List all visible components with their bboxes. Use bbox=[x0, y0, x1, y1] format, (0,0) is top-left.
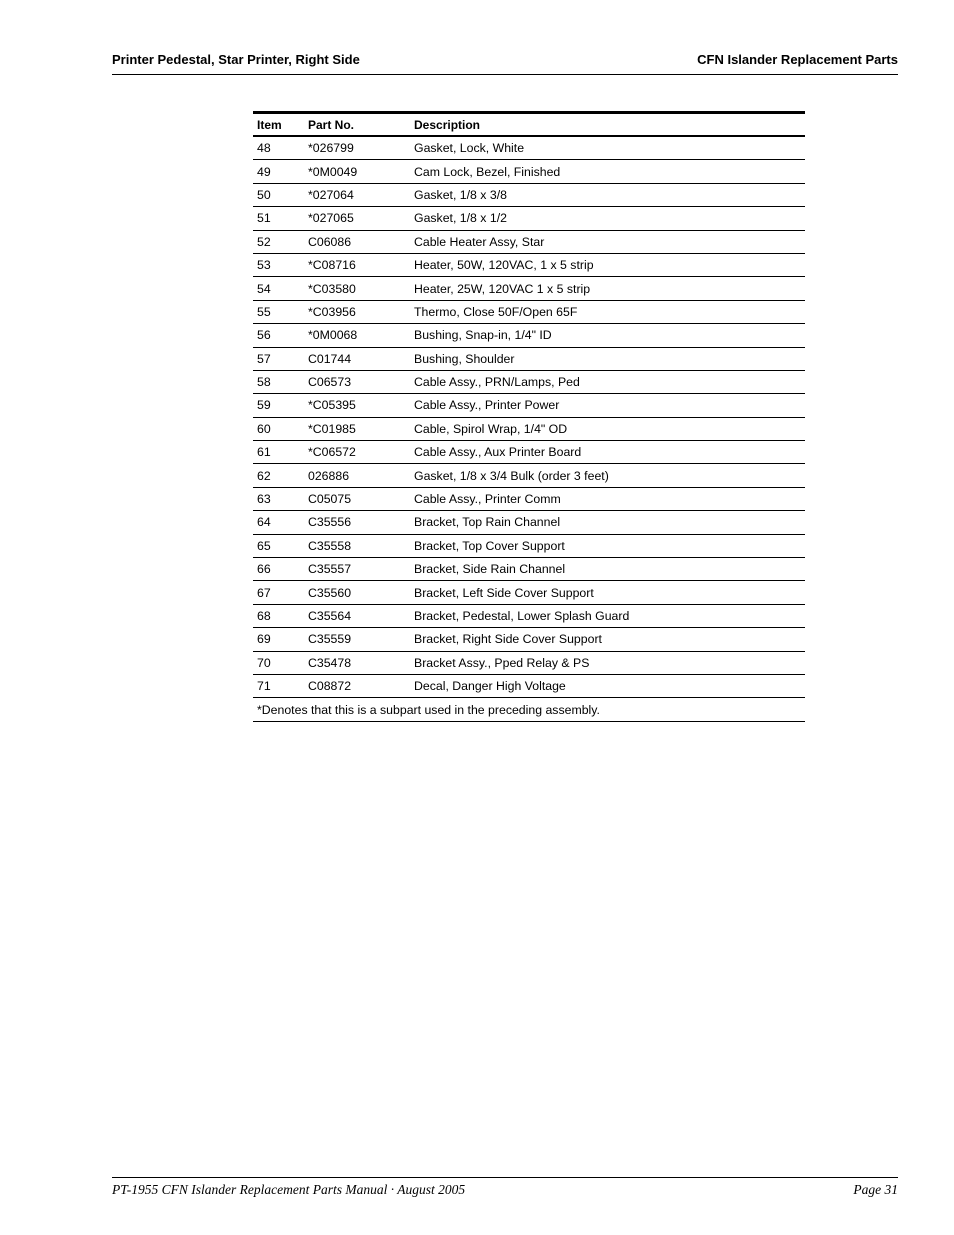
item-number: 50 bbox=[253, 183, 304, 206]
column-header-item: Item bbox=[253, 113, 304, 137]
part-number: C35559 bbox=[304, 628, 410, 651]
item-number: 55 bbox=[253, 300, 304, 323]
part-number: *C05395 bbox=[304, 394, 410, 417]
table-row bbox=[253, 417, 805, 440]
part-number: C08872 bbox=[304, 674, 410, 697]
table-row bbox=[253, 230, 805, 253]
parts-table-body bbox=[253, 136, 805, 698]
part-number: C35557 bbox=[304, 558, 410, 581]
item-number: 64 bbox=[253, 511, 304, 534]
column-header-description: Description bbox=[410, 113, 805, 137]
part-description: Gasket, 1/8 x 3/8 bbox=[410, 183, 805, 206]
table-row bbox=[253, 370, 805, 393]
part-description: Bushing, Snap-in, 1/4" ID bbox=[410, 324, 805, 347]
item-number: 60 bbox=[253, 417, 304, 440]
part-number: 026886 bbox=[304, 464, 410, 487]
item-number: 69 bbox=[253, 628, 304, 651]
item-number: 49 bbox=[253, 160, 304, 183]
part-number: *C08716 bbox=[304, 253, 410, 276]
part-number: C06086 bbox=[304, 230, 410, 253]
item-number: 51 bbox=[253, 207, 304, 230]
part-description: Cable Assy., Printer Power bbox=[410, 394, 805, 417]
item-number: 52 bbox=[253, 230, 304, 253]
part-description: Thermo, Close 50F/Open 65F bbox=[410, 300, 805, 323]
parts-table-foot bbox=[253, 698, 805, 721]
item-number: 63 bbox=[253, 487, 304, 510]
table-row bbox=[253, 441, 805, 464]
part-description: Bushing, Shoulder bbox=[410, 347, 805, 370]
table-row bbox=[253, 300, 805, 323]
item-number: 56 bbox=[253, 324, 304, 347]
part-description: Cable Heater Assy, Star bbox=[410, 230, 805, 253]
table-row bbox=[253, 558, 805, 581]
part-description: Bracket, Top Cover Support bbox=[410, 534, 805, 557]
item-number: 61 bbox=[253, 441, 304, 464]
part-description: Cable Assy., Printer Comm bbox=[410, 487, 805, 510]
table-row bbox=[253, 136, 805, 160]
table-row bbox=[253, 534, 805, 557]
table-row bbox=[253, 160, 805, 183]
part-description: Bracket, Left Side Cover Support bbox=[410, 581, 805, 604]
table-row bbox=[253, 487, 805, 510]
table-row bbox=[253, 183, 805, 206]
parts-table-head bbox=[253, 113, 805, 137]
part-number: *0M0049 bbox=[304, 160, 410, 183]
table-row bbox=[253, 324, 805, 347]
table-row bbox=[253, 604, 805, 627]
part-number: C35558 bbox=[304, 534, 410, 557]
table-row bbox=[253, 207, 805, 230]
part-description: Bracket, Right Side Cover Support bbox=[410, 628, 805, 651]
item-number: 66 bbox=[253, 558, 304, 581]
part-description: Bracket Assy., Pped Relay & PS bbox=[410, 651, 805, 674]
part-description: Heater, 25W, 120VAC 1 x 5 strip bbox=[410, 277, 805, 300]
item-number: 53 bbox=[253, 253, 304, 276]
part-number: C35556 bbox=[304, 511, 410, 534]
item-number: 59 bbox=[253, 394, 304, 417]
parts-table bbox=[253, 111, 805, 722]
item-number: 58 bbox=[253, 370, 304, 393]
item-number: 62 bbox=[253, 464, 304, 487]
part-description: Heater, 50W, 120VAC, 1 x 5 strip bbox=[410, 253, 805, 276]
table-row bbox=[253, 581, 805, 604]
part-description: Bracket, Top Rain Channel bbox=[410, 511, 805, 534]
item-number: 65 bbox=[253, 534, 304, 557]
item-number: 70 bbox=[253, 651, 304, 674]
table-row bbox=[253, 394, 805, 417]
table-row bbox=[253, 277, 805, 300]
item-number: 57 bbox=[253, 347, 304, 370]
part-number: C01744 bbox=[304, 347, 410, 370]
part-number: C35564 bbox=[304, 604, 410, 627]
part-description: Cam Lock, Bezel, Finished bbox=[410, 160, 805, 183]
footer-manual-title: PT-1955 CFN Islander Replacement Parts Manual · August 2005 bbox=[112, 1182, 466, 1197]
part-number: *026799 bbox=[304, 136, 410, 160]
item-number: 71 bbox=[253, 674, 304, 697]
part-description: Cable, Spirol Wrap, 1/4" OD bbox=[410, 417, 805, 440]
table-row bbox=[253, 253, 805, 276]
table-row bbox=[253, 674, 805, 697]
header-document-title: CFN Islander Replacement Parts bbox=[697, 52, 898, 67]
page-footer bbox=[112, 1177, 898, 1198]
table-row bbox=[253, 628, 805, 651]
part-description: Bracket, Pedestal, Lower Splash Guard bbox=[410, 604, 805, 627]
part-description: Gasket, Lock, White bbox=[410, 136, 805, 160]
subpart-footnote: *Denotes that this is a subpart used in the preceding assembly. bbox=[253, 698, 805, 721]
item-number: 68 bbox=[253, 604, 304, 627]
part-number: *C03580 bbox=[304, 277, 410, 300]
part-description: Gasket, 1/8 x 3/4 Bulk (order 3 feet) bbox=[410, 464, 805, 487]
item-number: 67 bbox=[253, 581, 304, 604]
part-number: C35560 bbox=[304, 581, 410, 604]
header-section-title: Printer Pedestal, Star Printer, Right Side bbox=[112, 52, 360, 67]
column-header-part-no: Part No. bbox=[304, 113, 410, 137]
table-row bbox=[253, 511, 805, 534]
part-number: *C06572 bbox=[304, 441, 410, 464]
item-number: 48 bbox=[253, 136, 304, 160]
table-row bbox=[253, 464, 805, 487]
part-number: *027064 bbox=[304, 183, 410, 206]
part-number: *027065 bbox=[304, 207, 410, 230]
part-number: C06573 bbox=[304, 370, 410, 393]
item-number: 54 bbox=[253, 277, 304, 300]
footnote-row bbox=[253, 698, 805, 721]
part-number: *0M0068 bbox=[304, 324, 410, 347]
page-header bbox=[112, 52, 898, 75]
footer-page-number: Page 31 bbox=[853, 1182, 898, 1197]
part-number: *C03956 bbox=[304, 300, 410, 323]
part-number: C35478 bbox=[304, 651, 410, 674]
table-row bbox=[253, 651, 805, 674]
part-number: C05075 bbox=[304, 487, 410, 510]
part-description: Decal, Danger High Voltage bbox=[410, 674, 805, 697]
part-description: Cable Assy., Aux Printer Board bbox=[410, 441, 805, 464]
part-number: *C01985 bbox=[304, 417, 410, 440]
part-description: Gasket, 1/8 x 1/2 bbox=[410, 207, 805, 230]
table-row bbox=[253, 347, 805, 370]
part-description: Bracket, Side Rain Channel bbox=[410, 558, 805, 581]
parts-table-header-row bbox=[253, 113, 805, 137]
part-description: Cable Assy., PRN/Lamps, Ped bbox=[410, 370, 805, 393]
